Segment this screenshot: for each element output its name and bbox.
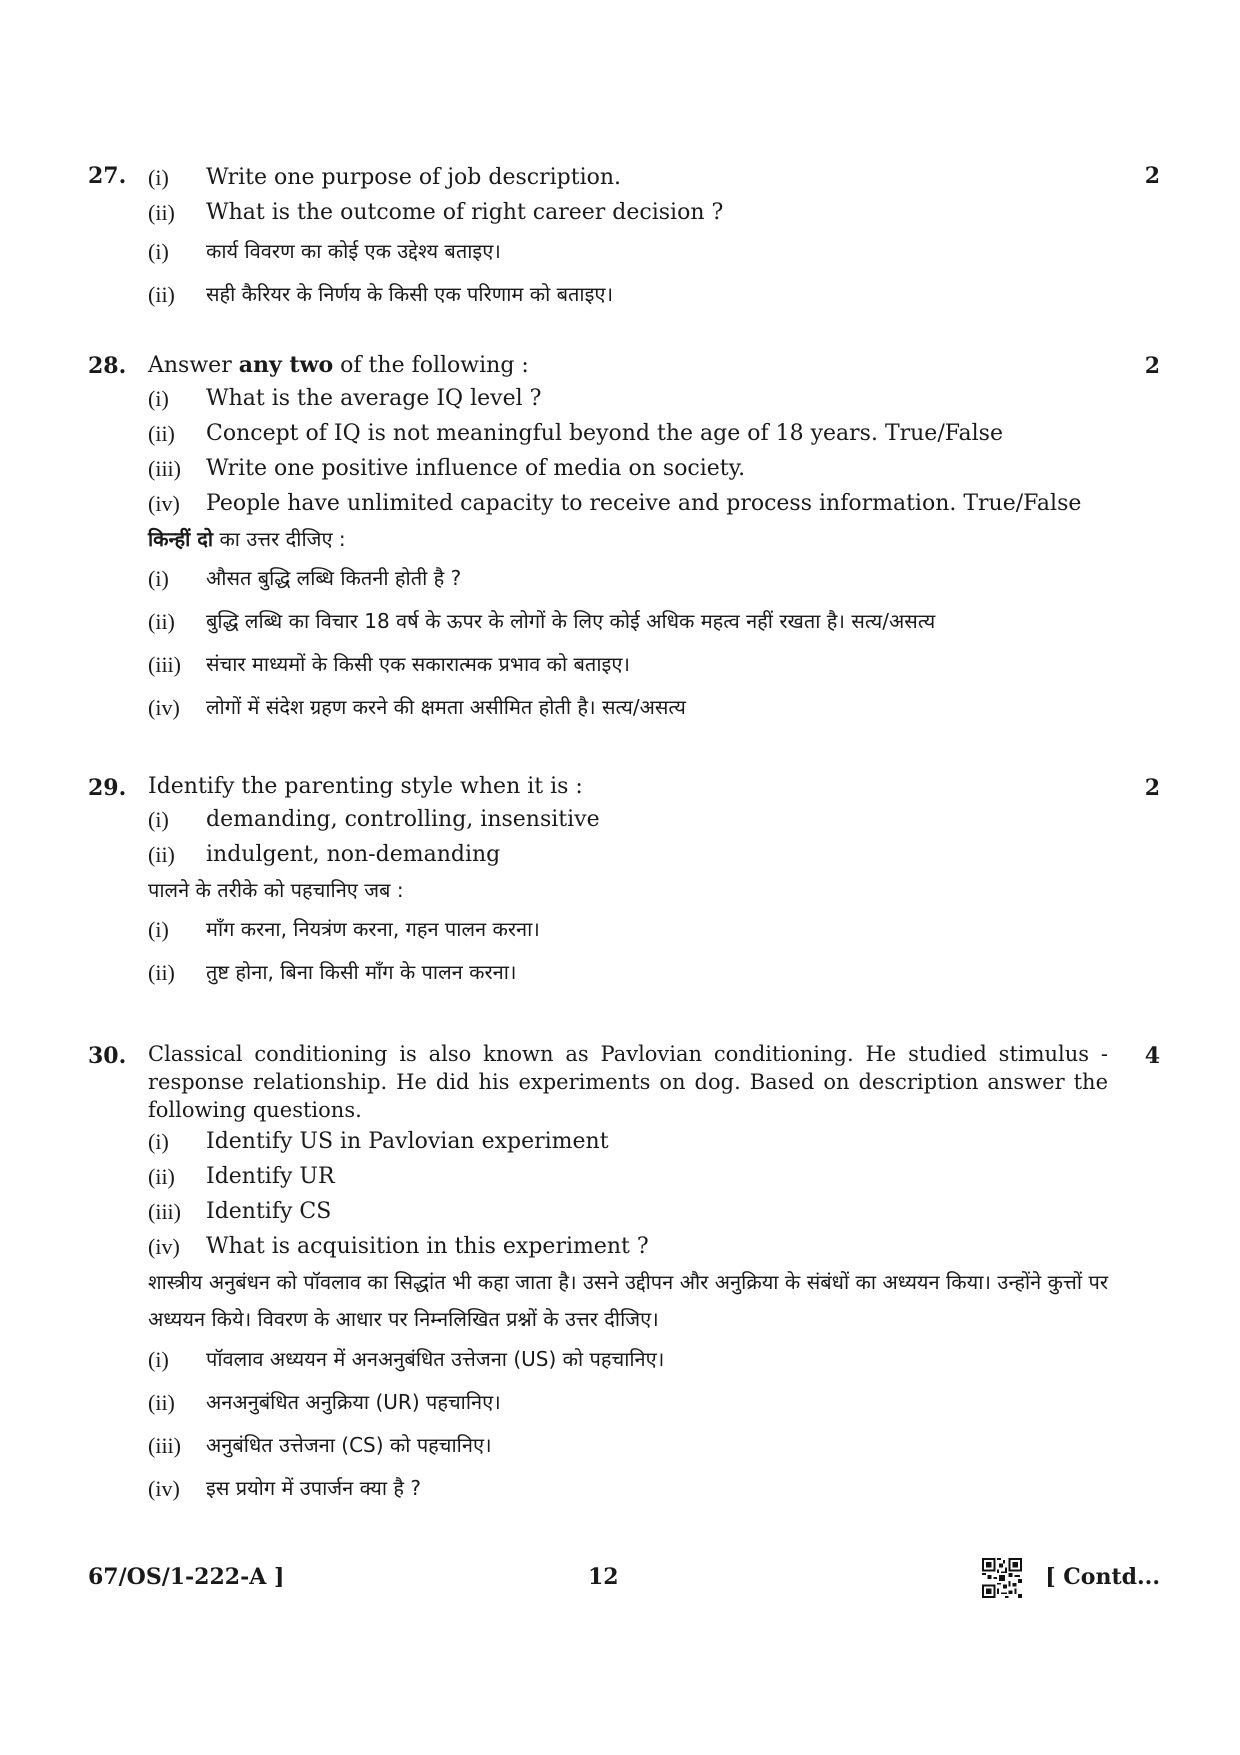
list-item: (iv) लोगों में संदेश ग्रहण करने की क्षमता असीमित होती है। सत्य/असत्य bbox=[148, 695, 686, 720]
list-item: (ii) तुष्ट होना, बिना किसी माँग के पालन करना। bbox=[148, 960, 517, 985]
list-item: (ii) अनअनुबंधित अनुक्रिया (UR) पहचानिए। bbox=[148, 1390, 501, 1415]
question-marks: 2 bbox=[1144, 775, 1160, 801]
list-item: (ii) Identify UR bbox=[148, 1164, 335, 1189]
question-number: 30. bbox=[88, 1043, 127, 1069]
list-item: (i) कार्य विवरण का कोई एक उद्देश्य बताइए। bbox=[148, 239, 501, 264]
list-item: (ii) What is the outcome of right career decision ? bbox=[148, 200, 724, 225]
question-number: 27. bbox=[88, 163, 127, 189]
list-item: (iii) Identify CS bbox=[148, 1199, 332, 1224]
question-stem: Answer any two of the following : bbox=[148, 352, 529, 378]
question-stem-hindi: पालने के तरीके को पहचानिए जब : bbox=[148, 878, 404, 902]
list-item: (iv) What is acquisition in this experiment ? bbox=[148, 1234, 649, 1259]
question-stem-hindi: शास्त्रीय अनुबंधन को पॉवलाव का सिद्धांत भी कहा जाता है। उसने उद्दीपन और अनुक्रिया के संबंधों का अध्ययन किया। उन्होंने कुत्तों पर अध्ययन किये। विवरण के आधार पर निम्नलिखित प्रश्नों के उत्तर दीजिए। bbox=[148, 1270, 1108, 1331]
list-item: (ii) indulgent, non-demanding bbox=[148, 842, 501, 867]
list-item: (iii) Write one positive influence of media on society. bbox=[148, 456, 746, 481]
question-27 bbox=[88, 160, 1160, 316]
list-item: (iii) अनुबंधित उत्तेजना (CS) को पहचानिए। bbox=[148, 1433, 492, 1458]
question-29 bbox=[88, 772, 1160, 994]
question-number: 29. bbox=[88, 775, 127, 801]
list-item: (i) Identify US in Pavlovian experiment bbox=[148, 1129, 609, 1154]
list-item: (ii) बुद्धि लब्धि का विचार 18 वर्ष के ऊपर के लोगों के लिए कोई अधिक महत्व नहीं रखता है। सत्य/असत्य bbox=[148, 609, 936, 634]
list-item: (i) पॉवलाव अध्ययन में अनअनुबंधित उत्तेजना (US) को पहचानिए। bbox=[148, 1347, 665, 1372]
list-item: (i) माँग करना, नियत्रंण करना, गहन पालन करना। bbox=[148, 917, 540, 942]
qr-code-icon bbox=[982, 1558, 1022, 1598]
list-item: (iv) इस प्रयोग में उपार्जन क्या है ? bbox=[148, 1476, 422, 1501]
list-item: (iii) संचार माध्यमों के किसी एक सकारात्मक प्रभाव को बताइए। bbox=[148, 652, 630, 677]
question-number: 28. bbox=[88, 353, 127, 379]
list-item: (ii) Concept of IQ is not meaningful beyond the age of 18 years. True/False bbox=[148, 421, 1003, 446]
question-28 bbox=[88, 350, 1160, 729]
page-number: 12 bbox=[588, 1564, 619, 1590]
question-marks: 2 bbox=[1144, 163, 1160, 189]
list-item: (i) What is the average IQ level ? bbox=[148, 386, 542, 411]
list-item: (i) औसत बुद्धि लब्धि कितनी होती है ? bbox=[148, 566, 462, 591]
list-item: (i) demanding, controlling, insensitive bbox=[148, 807, 600, 832]
question-30 bbox=[88, 1040, 1160, 1510]
list-item: (i) Write one purpose of job description. bbox=[148, 165, 622, 190]
paper-code: 67/OS/1-222-A ] bbox=[88, 1564, 285, 1590]
question-stem: Identify the parenting style when it is : bbox=[148, 774, 583, 799]
question-marks: 2 bbox=[1144, 353, 1160, 379]
list-item: (ii) सही कैरियर के निर्णय के किसी एक परिणाम को बताइए। bbox=[148, 282, 614, 307]
page-footer bbox=[88, 1558, 1160, 1602]
continued-label: [ Contd... bbox=[1045, 1564, 1160, 1590]
question-stem-hindi: किन्हीं दो का उत्तर दीजिए : bbox=[148, 527, 346, 551]
list-item: (iv) People have unlimited capacity to receive and process information. True/False bbox=[148, 491, 1082, 516]
question-stem: Classical conditioning is also known as Pavlovian conditioning. He studied stimulus - response relationship. He did his experiments on dog. Based on description answer the following questions. bbox=[148, 1042, 1108, 1122]
question-marks: 4 bbox=[1144, 1043, 1160, 1069]
